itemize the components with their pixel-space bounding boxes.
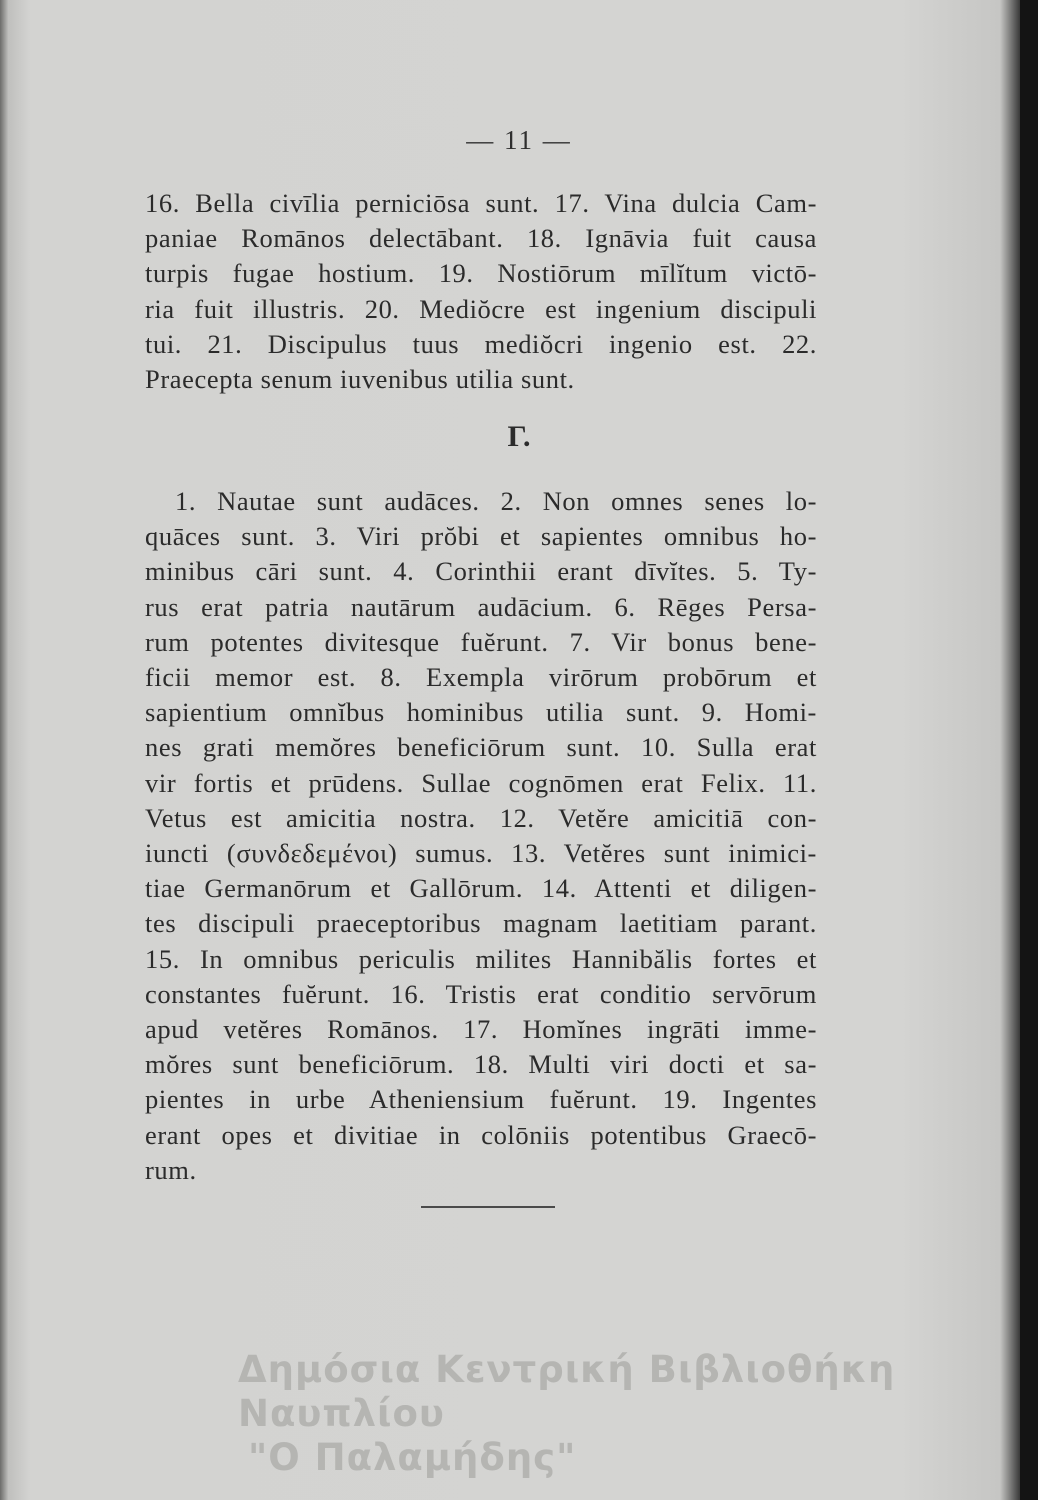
text-line: 16. Bella civīlia perniciōsa sunt. 17. Vina dulcia Cam- [145,188,817,218]
text-line: Praecepta senum iuvenibus utilia sunt. [145,364,575,395]
text-line: minibus cāri sunt. 4. Corinthii erant dīvĭtes. 5. Ty- [145,556,817,587]
section-heading: Γ. [507,420,531,453]
library-stamp [238,1348,998,1480]
text-line: ria fuit illustris. 20. Mediŏcre est ingenium discipuli [145,293,817,324]
text-line: nes grati memŏres beneficiōrum sunt. 10. Sulla erat [145,732,817,763]
library-stamp-line-2: "Ο Παλαμήδης" [248,1436,577,1479]
text-line: 15. In omnibus periculis milites Hannibălis fortes et [145,943,817,974]
text-line: vir fortis et prūdens. Sullae cognōmen erat Felix. 11. [145,767,817,798]
text-line: quāces sunt. 3. Viri prŏbi et sapientes omnibus ho- [145,521,817,552]
text-line: ficii memor est. 8. Exempla virōrum probōrum et [145,662,817,693]
text-line: rum potentes divitesque fuĕrunt. 7. Vir bonus bene- [145,626,817,657]
text-line: tiae Germanōrum et Gallōrum. 14. Attenti et diligen- [145,873,817,904]
text-line: rus erat patria nautārum audācium. 6. Rēges Persa- [145,591,817,622]
text-line: turpis fugae hostium. 19. Nostiōrum mīlĭtum victō- [145,258,817,289]
page-number: — 11 — [466,125,572,155]
text-line: Vetus est amicitia nostra. 12. Vetĕre amicitiā con- [145,802,817,833]
end-rule [421,1206,555,1208]
text-line: apud vetĕres Romānos. 17. Homĭnes ingrāti imme- [145,1014,817,1045]
text-line: paniae Romānos delectābant. 18. Ignāvia fuit causa [145,223,817,254]
library-stamp-line-1: Δημόσια Κεντρική Βιβλιοθήκη Ναυπλίου [238,1348,896,1435]
scan-border-right [1020,0,1038,1500]
text-line: pientes in urbe Atheniensium fuĕrunt. 19. Ingentes [145,1084,817,1115]
text-line: tui. 21. Discipulus tuus mediŏcri ingenio est. 22. [145,328,817,359]
text-line: mŏres sunt beneficiōrum. 18. Multi viri docti et sa- [145,1049,817,1080]
text-line: 1. Nautae sunt audāces. 2. Non omnes senes lo- [175,486,817,516]
text-line: sapientium omnĭbus hominibus utilia sunt. 9. Homi- [145,697,817,728]
paragraph-exercises-continued [145,186,817,397]
text-line: rum. [145,1154,197,1185]
text-line: erant opes et divitiae in colōniis potentibus Graecō- [145,1119,817,1150]
text-line: iuncti (συνδεδεμένοι) sumus. 13. Vetĕres sunt inimici- [145,838,817,869]
paragraph-section-gamma [145,484,817,1188]
text-line: constantes fuĕrunt. 16. Tristis erat conditio servōrum [145,978,817,1009]
page-left-edge [0,0,8,1500]
text-line: tes discipuli praeceptoribus magnam laetitiam parant. [145,908,817,939]
